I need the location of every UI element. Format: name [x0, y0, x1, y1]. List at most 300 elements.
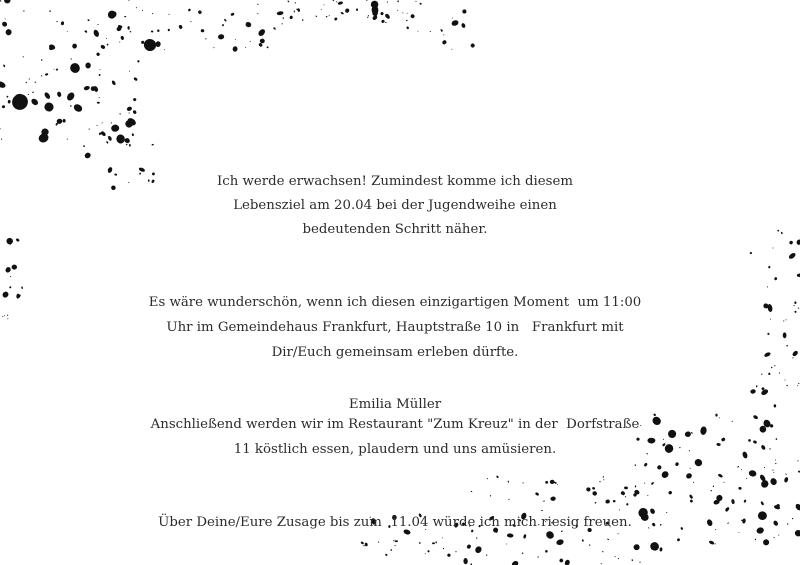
ink-dot	[302, 19, 304, 21]
ink-dot	[651, 482, 655, 486]
ink-dot	[289, 15, 293, 19]
ink-dot	[714, 543, 716, 544]
ink-dot	[761, 374, 762, 376]
ink-dot	[15, 238, 19, 242]
ink-dot	[657, 465, 661, 470]
ink-dot	[462, 9, 467, 14]
ink-dot	[710, 490, 712, 492]
ink-dot	[294, 10, 295, 12]
ink-dot	[360, 541, 364, 545]
ink-dot	[556, 539, 565, 546]
ink-dot	[61, 21, 65, 25]
paragraph2-line3: Dir/Euch gemeinsam erleben dürfte.	[271, 345, 519, 360]
ink-dot	[402, 12, 403, 13]
ink-dot	[613, 500, 616, 503]
ink-dot	[364, 542, 368, 546]
ink-dot	[619, 509, 620, 510]
ink-dot	[496, 475, 499, 478]
ink-dot	[643, 462, 647, 467]
ink-dot	[762, 538, 770, 546]
ink-dot	[635, 464, 637, 466]
ink-dot	[417, 31, 418, 32]
ink-dot	[1, 21, 8, 28]
ink-dot	[133, 97, 137, 101]
ink-dot	[137, 60, 139, 62]
ink-dot	[334, 17, 338, 21]
ink-dot	[45, 73, 49, 76]
ink-dot	[276, 11, 283, 16]
ink-dot	[406, 26, 409, 29]
ink-dot	[324, 4, 325, 5]
ink-dot	[2, 316, 3, 317]
ink-dot	[523, 534, 527, 539]
ink-dot	[164, 49, 165, 50]
ink-dot	[56, 21, 58, 23]
ink-dot	[545, 480, 549, 484]
ink-dot	[0, 128, 1, 130]
ink-dot	[235, 39, 236, 40]
ink-dot	[83, 85, 90, 91]
ink-dot	[5, 18, 6, 19]
ink-dot	[43, 91, 51, 99]
ink-dot	[8, 100, 11, 104]
ink-dot	[34, 81, 36, 83]
ink-dot	[4, 266, 11, 273]
ink-dot	[222, 24, 225, 27]
ink-dot	[461, 23, 466, 29]
ink-dot	[363, 545, 365, 547]
ink-dot	[471, 491, 473, 493]
ink-dot	[281, 23, 283, 25]
ink-dot	[419, 2, 422, 5]
ink-dot	[395, 540, 398, 542]
ink-dot	[257, 13, 259, 15]
ink-dot	[68, 61, 81, 75]
ink-dot	[760, 388, 769, 396]
ink-dot	[2, 105, 6, 109]
ink-dot	[586, 487, 591, 491]
ink-dot	[507, 533, 514, 538]
ink-dot	[607, 538, 609, 540]
ink-dot	[755, 539, 757, 541]
ink-dot	[737, 466, 739, 468]
ink-dot	[718, 473, 724, 478]
ink-dot	[0, 0, 2, 2]
ink-dot	[126, 144, 128, 146]
ink-dot	[738, 532, 739, 533]
ink-dot	[98, 74, 100, 76]
ink-dot	[768, 372, 771, 375]
ink-dot	[232, 46, 238, 52]
ink-dot	[385, 22, 387, 24]
ink-dot	[397, 0, 399, 2]
ink-dot	[756, 385, 758, 388]
ink-dot	[23, 10, 24, 12]
ink-dot	[88, 128, 90, 130]
ink-dot	[769, 477, 777, 486]
ink-dot	[470, 43, 476, 49]
ink-dot	[772, 247, 773, 248]
ink-dot	[282, 17, 284, 19]
ink-dot	[297, 8, 300, 12]
ink-dot	[188, 8, 192, 12]
ink-dot	[522, 552, 524, 553]
ink-dot	[768, 265, 771, 268]
ink-dot	[668, 490, 673, 495]
ink-dot	[775, 459, 776, 460]
paragraph4-line1: Über Deine/Eure Zusage bis zum 11.04 würde ich mich riesig freuen.	[158, 515, 632, 530]
ink-dot	[344, 8, 350, 14]
ink-dot	[748, 470, 757, 478]
ink-dot	[136, 7, 137, 8]
ink-dot	[738, 487, 742, 490]
ink-dot	[779, 372, 780, 374]
ink-dot	[97, 24, 98, 25]
ink-dot	[120, 35, 124, 40]
ink-dot	[332, 0, 334, 1]
ink-dot	[72, 103, 83, 114]
ink-dot	[767, 286, 768, 288]
ink-dot	[794, 310, 797, 313]
ink-dot	[126, 106, 132, 112]
ink-dot	[67, 138, 68, 140]
paragraph1-line3: bedeutenden Schritt näher.	[302, 222, 488, 237]
ink-dot	[245, 21, 252, 28]
ink-dot	[441, 29, 443, 31]
ink-dot	[550, 480, 555, 484]
ink-dot	[43, 101, 55, 113]
ink-dot	[594, 502, 596, 504]
ink-dot	[12, 265, 17, 270]
ink-dot	[107, 135, 112, 141]
ink-dot	[466, 544, 471, 550]
ink-dot	[487, 478, 488, 479]
ink-dot	[9, 286, 12, 289]
ink-dot	[390, 549, 392, 551]
ink-dot	[559, 558, 564, 563]
ink-dot	[1, 138, 2, 140]
ink-dot	[476, 537, 478, 539]
ink-dot	[132, 134, 134, 136]
ink-dot	[545, 550, 548, 553]
ink-dot	[443, 548, 444, 549]
ink-dot	[141, 36, 158, 53]
ink-dot	[128, 112, 129, 113]
ink-dot	[85, 62, 91, 68]
ink-dot	[602, 476, 604, 478]
ink-dot	[168, 14, 169, 15]
ink-dot	[463, 558, 468, 564]
ink-dot	[774, 277, 777, 281]
ink-dot	[72, 43, 77, 49]
ink-dot	[197, 10, 202, 15]
ink-dot	[127, 26, 129, 30]
ink-dot	[786, 385, 788, 387]
ink-dot	[97, 102, 100, 104]
ink-dot	[218, 34, 225, 40]
ink-dot	[797, 460, 798, 461]
paragraph2-line2: Uhr im Gemeindehaus Frankfurt, Hauptstraße 10 in Frankfurt mit	[166, 320, 624, 335]
ink-dot	[425, 553, 426, 554]
ink-dot	[250, 41, 251, 42]
ink-dot	[337, 1, 343, 5]
ink-dot	[785, 473, 787, 475]
ink-dot	[267, 46, 269, 48]
ink-dot	[620, 490, 626, 495]
paragraph3-line2: 11 köstlich essen, plaudern und uns amüsieren.	[233, 442, 557, 457]
ink-dot	[508, 481, 509, 483]
ink-dot	[102, 122, 103, 123]
ink-dot	[25, 82, 27, 84]
ink-dot	[93, 29, 100, 38]
ink-dot	[537, 556, 539, 558]
ink-dot	[419, 542, 421, 544]
ink-dot	[142, 10, 143, 11]
ink-dot	[155, 41, 160, 47]
ink-dot	[315, 15, 317, 17]
ink-dot	[157, 29, 160, 32]
ink-dot	[294, 2, 296, 4]
ink-dot	[775, 463, 776, 464]
ink-dot	[245, 47, 246, 48]
ink-dot	[771, 367, 773, 369]
ink-dot	[128, 0, 129, 1]
ink-dot	[151, 144, 154, 146]
ink-dot	[743, 499, 746, 503]
ink-dot	[452, 17, 453, 18]
ink-dot	[564, 559, 570, 565]
ink-dot	[541, 510, 543, 511]
ink-dot	[129, 144, 131, 147]
ink-dot	[690, 468, 691, 469]
ink-dot	[107, 166, 113, 173]
ink-dot	[66, 91, 76, 102]
ink-dot	[675, 462, 680, 467]
ink-dot	[49, 10, 51, 12]
ink-dot	[773, 472, 774, 473]
ink-dot	[30, 97, 39, 106]
ink-dot	[119, 113, 121, 115]
ink-dot	[603, 479, 604, 480]
ink-dot	[106, 38, 107, 39]
paragraph3-line1: Anschließend werden wir im Restaurant "Zum Kreuz" in der Dorfstraße	[150, 417, 640, 432]
ink-dot	[741, 469, 742, 470]
ink-dot	[106, 43, 109, 46]
ink-dot	[784, 379, 785, 380]
ink-dot	[178, 24, 183, 29]
ink-dot	[57, 91, 62, 97]
ink-dot	[659, 547, 662, 551]
ink-dot	[96, 125, 97, 126]
ink-dot	[70, 105, 72, 107]
ink-dot	[205, 38, 207, 40]
ink-dot	[626, 503, 629, 506]
ink-dot	[693, 458, 703, 468]
ink-dot	[368, 15, 369, 16]
ink-dot	[257, 3, 259, 5]
ink-dot	[589, 544, 591, 546]
ink-dot	[689, 494, 694, 499]
ink-dot	[4, 0, 11, 4]
ink-dot	[677, 538, 680, 541]
ink-dot	[660, 470, 670, 480]
ink-dot	[750, 389, 756, 394]
ink-dot	[788, 252, 797, 260]
ink-dot	[435, 541, 437, 543]
ink-dot	[490, 495, 491, 497]
ink-dot	[599, 481, 601, 483]
ink-dot	[381, 19, 385, 23]
ink-dot	[67, 31, 68, 32]
paragraph2-line1: Es wäre wunderschön, wenn ich diesen einzigartigen Moment um 11:00	[148, 295, 642, 310]
ink-dot	[201, 29, 205, 33]
ink-dot	[760, 479, 770, 489]
ink-dot	[447, 553, 452, 558]
ink-dot	[56, 68, 59, 71]
ink-dot	[796, 239, 800, 246]
ink-dot	[432, 542, 435, 544]
ink-dot	[393, 540, 394, 541]
ink-dot	[70, 58, 71, 59]
ink-dot	[774, 365, 776, 367]
ink-dot	[10, 276, 11, 277]
ink-dot	[224, 19, 227, 22]
ink-dot	[592, 487, 596, 491]
ink-dot	[633, 544, 640, 551]
ink-dot	[543, 500, 545, 502]
ink-dot	[124, 16, 127, 18]
ink-dot	[340, 12, 344, 15]
ink-dot	[772, 469, 774, 471]
ink-dot	[605, 502, 606, 503]
ink-dot	[535, 492, 540, 496]
ink-dot	[321, 9, 322, 10]
ink-dot	[685, 472, 693, 479]
ink-dot	[784, 477, 789, 483]
ink-dot	[3, 64, 6, 67]
ink-dot	[83, 145, 85, 147]
ink-dot	[394, 545, 396, 547]
ink-dot	[0, 80, 6, 89]
ink-dot	[600, 563, 602, 565]
ink-dot	[486, 554, 488, 556]
ink-dot	[793, 305, 795, 307]
ink-dot	[649, 540, 661, 552]
ink-dot	[111, 80, 116, 86]
ink-dot	[130, 31, 132, 33]
ink-dot	[151, 30, 154, 32]
ink-dot	[649, 508, 656, 515]
ink-dot	[7, 314, 9, 316]
ink-dot	[639, 561, 640, 562]
ink-dot	[798, 383, 799, 384]
ink-dot	[506, 543, 507, 544]
ink-dot	[708, 540, 714, 545]
ink-dot	[605, 499, 610, 504]
ink-dot	[635, 485, 637, 487]
ink-dot	[617, 533, 618, 534]
ink-dot	[100, 44, 106, 50]
ink-dot	[407, 13, 408, 14]
ink-dot	[41, 75, 43, 77]
ink-dot	[111, 122, 112, 123]
ink-dot	[21, 286, 23, 289]
ink-dot	[397, 10, 398, 11]
ink-dot	[129, 70, 130, 71]
ink-dot	[636, 437, 640, 441]
ink-dot	[54, 69, 55, 70]
ink-dot	[644, 482, 645, 483]
paragraph1-line1: Ich werde erwachsen! Zumindest komme ich diesem	[217, 174, 573, 189]
ink-dot	[119, 41, 120, 42]
ink-dot	[336, 1, 338, 3]
ink-dot	[797, 385, 798, 386]
ink-dot	[380, 11, 384, 15]
paragraph1-line2: Lebensziel am 20.04 bei der Jugendweihe einen	[233, 198, 557, 213]
ink-dot	[96, 52, 101, 57]
ink-dot	[778, 534, 779, 535]
ink-dot	[794, 529, 800, 537]
ink-dot	[789, 240, 794, 245]
ink-dot	[442, 39, 448, 45]
ink-dot	[41, 59, 43, 61]
ink-dot	[792, 518, 794, 520]
ink-dot	[750, 252, 752, 254]
ink-dot	[406, 20, 408, 21]
ink-dot	[385, 553, 388, 556]
ink-dot	[792, 357, 794, 359]
ink-dot	[647, 495, 649, 496]
ink-dot	[366, 0, 368, 1]
ink-dot	[618, 558, 620, 560]
ink-dot	[111, 124, 120, 132]
ink-dot	[794, 301, 796, 304]
ink-dot	[99, 97, 100, 98]
ink-dot	[6, 96, 8, 98]
ink-dot	[141, 41, 144, 45]
ink-dot	[653, 413, 656, 416]
ink-dot	[693, 482, 695, 484]
ink-dot	[356, 8, 358, 11]
ink-dot	[427, 550, 430, 553]
sender-name: Emilia Müller	[348, 397, 442, 412]
ink-dot	[257, 28, 266, 37]
ink-dot	[152, 13, 154, 15]
ink-dot	[378, 541, 380, 543]
ink-dot	[273, 27, 276, 30]
ink-dot	[582, 539, 584, 542]
ink-dot	[442, 537, 443, 538]
ink-dot	[415, 1, 416, 3]
ink-dot	[84, 30, 88, 33]
ink-dot	[550, 496, 556, 501]
ink-dot	[106, 141, 109, 144]
ink-dot	[614, 556, 615, 557]
ink-dot	[523, 482, 524, 483]
ink-dot	[328, 15, 329, 17]
ink-dot	[28, 78, 30, 80]
ink-dot	[712, 485, 714, 487]
ink-dot	[760, 501, 764, 506]
ink-dot	[167, 29, 170, 32]
ink-dot	[443, 34, 444, 35]
ink-dot	[410, 14, 415, 19]
ink-dot	[455, 551, 457, 553]
ink-dot	[451, 49, 452, 50]
ink-dot	[625, 496, 627, 498]
ink-dot	[230, 12, 234, 16]
ink-dot	[84, 152, 92, 160]
